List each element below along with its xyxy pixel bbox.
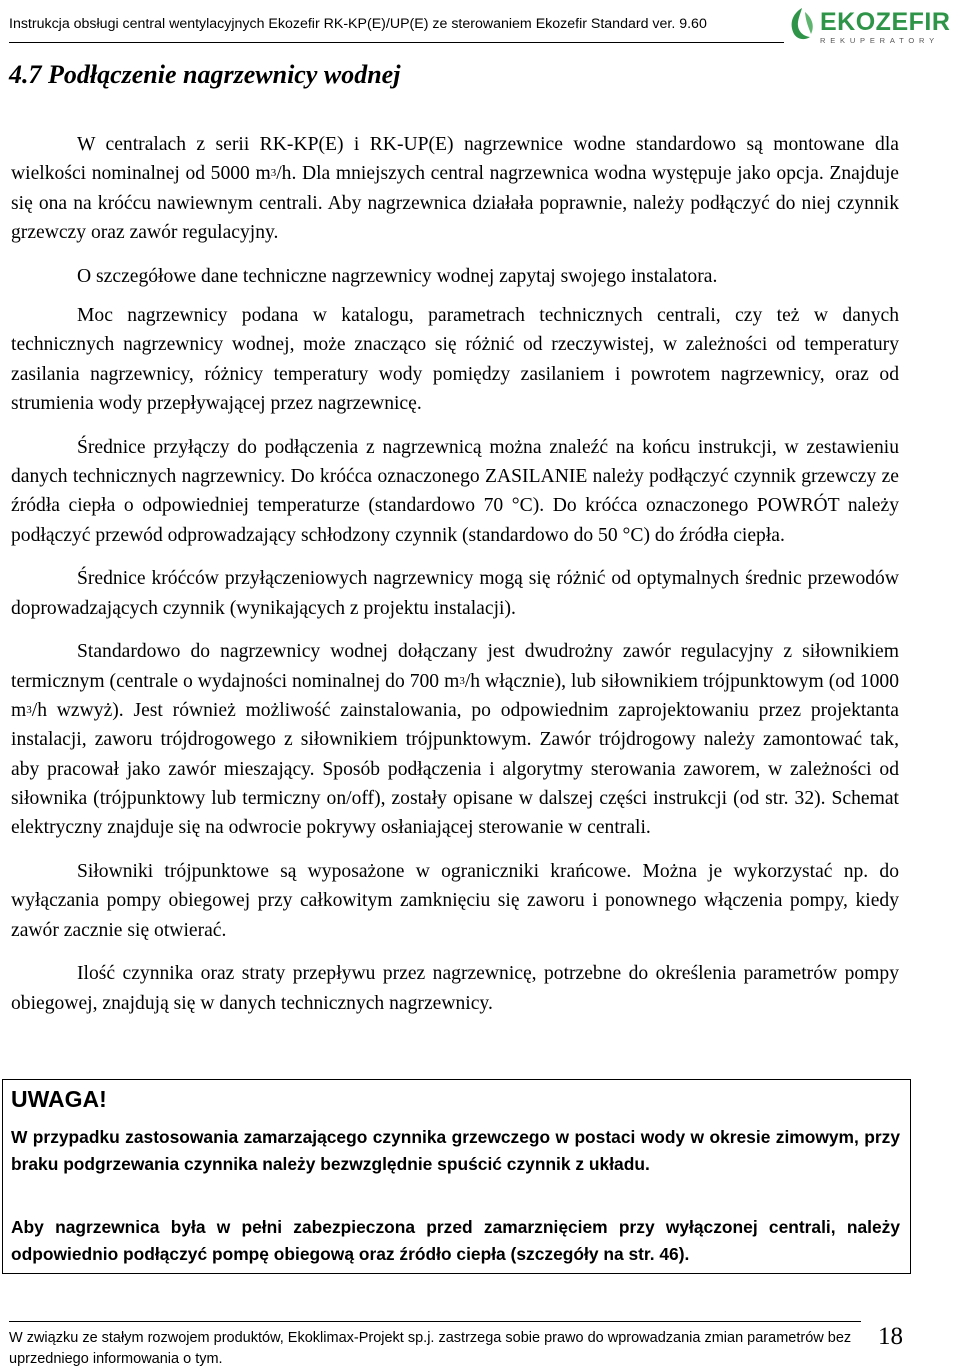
document-body — [11, 130, 899, 1033]
logo-wordmark: EKOZEFIR — [820, 8, 951, 36]
paragraph-connection-diameters: Średnice przyłączy do podłączenia z nagrzewnicą można znaleźć na końcu instrukcji, w zestawieniu danych technicznych nagrzewnicy. Do króćca oznaczonego ZASILANIE należy podłączyć czynnik grzewczy ze źródła ciepła o odpowiedniej temperaturze (standardowo 70 °C). Do króćca oznaczonego POWRÓT należy podłączyć przewód odprowadzający schłodzony czynnik (standardowo do 50 °C) do źródła ciepła. — [11, 436, 899, 546]
section-title: 4.7 Podłączenie nagrzewnicy wodnej — [9, 60, 401, 89]
footer-divider — [9, 1321, 861, 1322]
warning-paragraph-protection: Aby nagrzewnica była w pełni zabezpieczona przed zamarznięciem przy wyłączonej centrali, należy odpowiednio podłączyć pompę obiegową oraz źródło ciepła (szczegóły na str. 46). — [11, 1217, 900, 1264]
document-header-title: Instrukcja obsługi central wentylacyjnych Ekozefir RK-KP(E)/UP(E) ze sterowaniem Ekozefir Standard ver. 9.60 — [9, 16, 707, 32]
paragraph-intro: W centralach z serii RK-KP(E) i RK-UP(E) nagrzewnice wodne standardowo są montowane dla wielkości nominalnej od 5000 $m^3/h$. Dla mniejszych central nagrzewnica wodna występuje jako opcja. Znajduje się ona na króćcu nawiewnym centrali. Aby nagrzewnica działała poprawnie, należy podłączyć do niej czynnik grzewczy oraz zawór regulacyjny. — [11, 134, 899, 243]
logo-tagline: REKUPERATORY — [820, 36, 939, 45]
footer-disclaimer: W związku ze stałym rozwojem produktów, Ekoklimax-Projekt sp.j. zastrzega sobie prawo do wprowadzania zmian parametrów bez uprzedniego informowania o tym. — [9, 1330, 852, 1367]
paragraph-pump-parameters: Ilość czynnika oraz straty przepływu przez nagrzewnicę, potrzebne do określenia parametrów pompy obiegowej, znajdują się w danych technicznych nagrzewnicy. — [11, 963, 899, 1014]
ekozefir-logo — [786, 6, 956, 46]
paragraph-stub-diameters: Średnice króćców przyłączeniowych nagrzewnicy mogą się różnić od optymalnych średnic przewodów doprowadzających czynnik (wynikających z projektu instalacji). — [11, 568, 899, 619]
paragraph-installer-note: O szczegółowe dane techniczne nagrzewnicy wodnej zapytaj swojego instalatora. — [77, 265, 718, 287]
paragraph-control-valve: Standardowo do nagrzewnicy wodnej dołączany jest dwudrożny zawór regulacyjny z siłownikiem termicznym (centrale o wydajności nominalnej do 700 $m^3/h$ włącznie), lub siłownikiem trójpunktowym (od 1000 $m^3/h$ wzwyż). Jest również możliwość zainstalowania, po odpowiednim zaprojektowaniu przez projektanta instalacji, zaworu trójdrogowego z siłownikiem trójpunktowym. Zawór trójdrogowy należy zamontować tak, aby pracował jako zawór mieszający. Sposób podłączenia i algorytmy sterowania zaworem, w zależności od siłownika (trójpunktowy lub termiczny on/off), zostały opisane w dalszej części instrukcji (od str. 32). Schemat elektryczny znajduje się na odwrocie pokrywy osłaniającej sterowanie w centrali. — [11, 641, 899, 839]
paragraph-limit-switches: Siłowniki trójpunktowe są wyposażone w ograniczniki krańcowe. Można je wykorzystać np. do wyłączania pompy obiegowej przy całkowitym zamknięciu się zaworu i ponownego włączenia pompy, kiedy zawór zacznie się otwierać. — [11, 861, 899, 941]
page-number: 18 — [878, 1323, 903, 1350]
warning-box — [2, 1079, 911, 1274]
paragraph-heater-power: Moc nagrzewnicy podana w katalogu, parametrach technicznych centrali, czy też w danych technicznych nagrzewnicy wodnej, może znacząco się różnić od rzeczywistej, w zależności od temperatury zasilania nagrzewnicy, różnicy temperatury wody pomiędzy zasilaniem i powrotem nagrzewnicy, oraz od strumienia wody przepływającej przez nagrzewnicę. — [11, 304, 899, 414]
warning-paragraph-freezing: W przypadku zastosowania zamarzającego czynnika grzewczego w postaci wody w okresie zimowym, przy braku podgrzewania czynnika należy bezwzględnie spuścić czynnik z układu. — [11, 1127, 900, 1174]
logo-mark-icon — [786, 6, 818, 42]
header-divider — [9, 42, 784, 43]
warning-title: UWAGA! — [11, 1086, 107, 1112]
